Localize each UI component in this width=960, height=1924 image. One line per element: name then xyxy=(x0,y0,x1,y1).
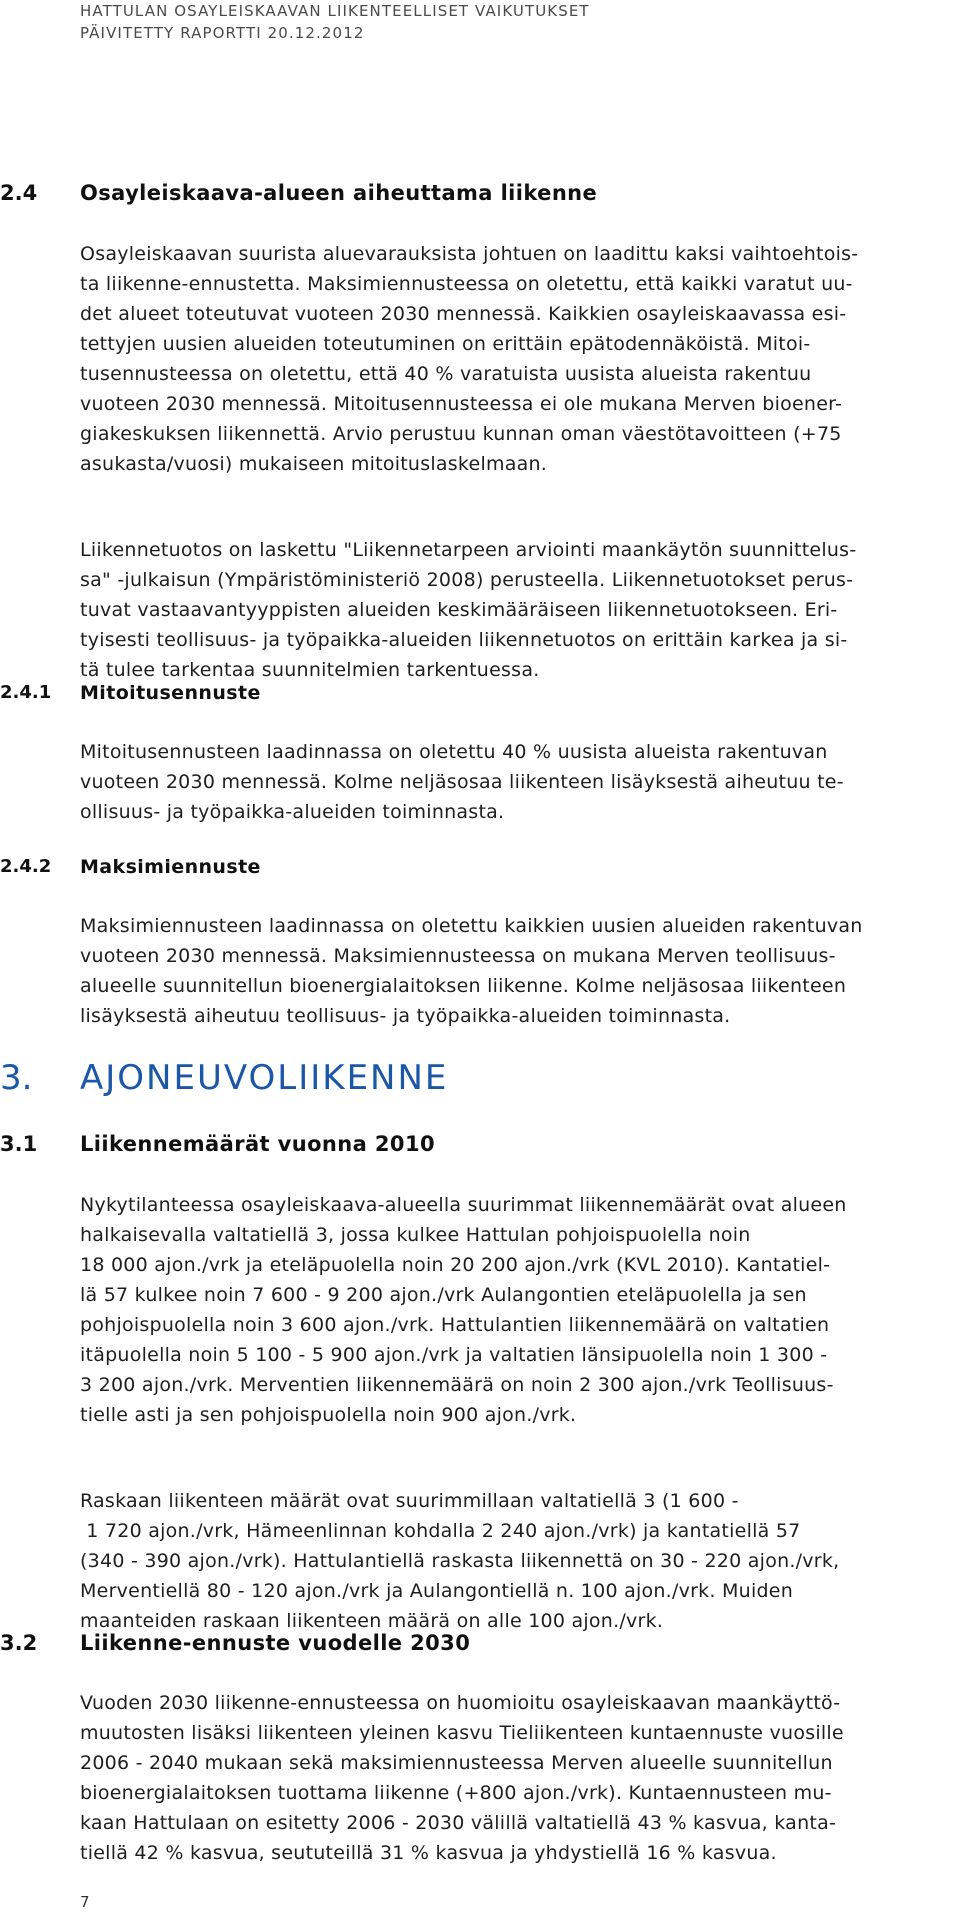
text-line: tielle asti ja sen pohjoispuolella noin 900 ajon./vrk. xyxy=(80,1404,577,1426)
paragraph-traffic-forecast-2030 xyxy=(80,1688,960,1868)
text-line: asukasta/vuosi) mukaiseen mitoituslaskelmaan. xyxy=(80,453,548,475)
text-line: tettyjen uusien alueiden toteutuminen on erittäin epätodennäköistä. Mitoi- xyxy=(80,333,811,355)
text-line: lisäyksestä aiheutuu teollisuus- ja työpaikka-alueiden toiminnasta. xyxy=(80,1005,731,1027)
section-number: 3.2 xyxy=(0,1631,38,1655)
chapter-number: 3. xyxy=(0,1058,33,1098)
text-line: lä 57 kulkee noin 7 600 - 9 200 ajon./vrk Aulangontien eteläpuolella ja sen xyxy=(80,1284,807,1306)
paragraph-traffic-volumes xyxy=(80,1190,960,1430)
text-line: Merventiellä 80 - 120 ajon./vrk ja Aulangontiellä n. 100 ajon./vrk. Muiden xyxy=(80,1580,794,1602)
section-title: Mitoitusennuste xyxy=(80,682,261,704)
text-line: ollisuus- ja työpaikka-alueiden toiminnasta. xyxy=(80,801,505,823)
section-number: 3.1 xyxy=(0,1132,38,1156)
text-line: ta liikenne-ennustetta. Maksimiennusteessa on oletettu, että kaikki varatut uu- xyxy=(80,273,853,295)
text-line: 3 200 ajon./vrk. Merventien liikennemäärä on noin 2 300 ajon./vrk Teollisuus- xyxy=(80,1374,834,1396)
text-line: Vuoden 2030 liikenne-ennusteessa on huomioitu osayleiskaavan maankäyttö- xyxy=(80,1692,841,1714)
text-line: muutosten lisäksi liikenteen yleinen kasvu Tieliikenteen kuntaennuste vuosille xyxy=(80,1722,844,1744)
text-line: 2006 - 2040 mukaan sekä maksimiennusteessa Merven alueelle suunnitellun xyxy=(80,1752,833,1774)
chapter-title: AJONEUVOLIIKENNE xyxy=(80,1058,449,1098)
paragraph-traffic-generation xyxy=(80,535,960,685)
text-line: Nykytilanteessa osayleiskaava-alueella suurimmat liikennemäärät ovat alueen xyxy=(80,1194,847,1216)
running-header-date: PÄIVITETTY RAPORTTI 20.12.2012 xyxy=(80,24,365,42)
text-line: tiellä 42 % kasvua, seututeillä 31 % kasvua ja yhdystiellä 16 % kasvua. xyxy=(80,1842,777,1864)
text-line: det alueet toteutuvat vuoteen 2030 mennessä. Kaikkien osayleiskaavassa esi- xyxy=(80,303,847,325)
text-line: tä tulee tarkentaa suunnitelmien tarkentuessa. xyxy=(80,659,540,681)
text-line: halkaisevalla valtatiellä 3, jossa kulkee Hattulan pohjoispuolella noin xyxy=(80,1224,751,1246)
text-line: (340 - 390 ajon./vrk). Hattulantiellä raskasta liikennettä on 30 - 220 ajon./vrk, xyxy=(80,1550,840,1572)
text-line: Raskaan liikenteen määrät ovat suurimmillaan valtatiellä 3 (1 600 - xyxy=(80,1490,739,1512)
text-line: bioenergialaitoksen tuottama liikenne (+800 ajon./vrk). Kuntaennusteen mu- xyxy=(80,1782,832,1804)
text-line: vuoteen 2030 mennessä. Maksimiennusteessa on mukana Merven teollisuus- xyxy=(80,945,836,967)
text-line: maanteiden raskaan liikenteen määrä on alle 100 ajon./vrk. xyxy=(80,1610,664,1632)
section-title: Liikennemäärät vuonna 2010 xyxy=(80,1132,435,1156)
text-line: vuoteen 2030 mennessä. Mitoitusennusteessa ei ole mukana Merven bioener- xyxy=(80,393,843,415)
text-line: tusennusteessa on oletettu, että 40 % varatuista uusista alueista rakentuu xyxy=(80,363,812,385)
paragraph-maximum-forecast xyxy=(80,911,960,1031)
section-number: 2.4.2 xyxy=(0,856,52,877)
text-line: tuvat vastaavantyyppisten alueiden keskimääräiseen liikennetuotokseen. Eri- xyxy=(80,599,838,621)
text-line: 1 720 ajon./vrk, Hämeenlinnan kohdalla 2 240 ajon./vrk) ja kantatiellä 57 xyxy=(80,1520,801,1542)
text-line: Maksimiennusteen laadinnassa on oletettu kaikkien uusien alueiden rakentuvan xyxy=(80,915,863,937)
text-line: 18 000 ajon./vrk ja eteläpuolella noin 20 200 ajon./vrk (KVL 2010). Kantatiel- xyxy=(80,1254,831,1276)
text-line: vuoteen 2030 mennessä. Kolme neljäsosaa liikenteen lisäyksestä aiheutuu te- xyxy=(80,771,844,793)
text-line: tyisesti teollisuus- ja työpaikka-alueiden liikennetuotos on erittäin karkea ja si- xyxy=(80,629,848,651)
text-line: Liikennetuotos on laskettu "Liikennetarpeen arviointi maankäytön suunnittelus- xyxy=(80,539,857,561)
text-line: sa" -julkaisun (Ympäristöministeriö 2008) perusteella. Liikennetuotokset perus- xyxy=(80,569,854,591)
section-title: Maksimiennuste xyxy=(80,856,261,878)
text-line: Osayleiskaavan suurista aluevarauksista johtuen on laadittu kaksi vaihtoehtois- xyxy=(80,243,859,265)
section-number: 2.4.1 xyxy=(0,682,52,703)
text-line: kaan Hattulaan on esitetty 2006 - 2030 välillä valtatiellä 43 % kasvua, kanta- xyxy=(80,1812,837,1834)
paragraph-design-forecast xyxy=(80,737,960,827)
section-title: Liikenne-ennuste vuodelle 2030 xyxy=(80,1631,471,1655)
text-line: pohjoispuolella noin 3 600 ajon./vrk. Hattulantien liikennemäärä on valtatien xyxy=(80,1314,830,1336)
text-line: itäpuolella noin 5 100 - 5 900 ajon./vrk ja valtatien länsipuolella noin 1 300 - xyxy=(80,1344,828,1366)
text-line: Mitoitusennusteen laadinnassa on oletettu 40 % uusista alueista rakentuvan xyxy=(80,741,828,763)
section-number: 2.4 xyxy=(0,181,38,205)
paragraph-forecast-alternatives xyxy=(80,239,960,479)
text-line: alueelle suunnitellun bioenergialaitoksen liikenne. Kolme neljäsosaa liikenteen xyxy=(80,975,847,997)
page-number: 7 xyxy=(80,1893,90,1911)
running-header-title: HATTULAN OSAYLEISKAAVAN LIIKENTEELLISET VAIKUTUKSET xyxy=(80,2,590,20)
section-title: Osayleiskaava-alueen aiheuttama liikenne xyxy=(80,181,598,205)
text-line: giakeskuksen liikennettä. Arvio perustuu kunnan oman väestötavoitteen (+75 xyxy=(80,423,842,445)
paragraph-heavy-traffic xyxy=(80,1486,960,1636)
